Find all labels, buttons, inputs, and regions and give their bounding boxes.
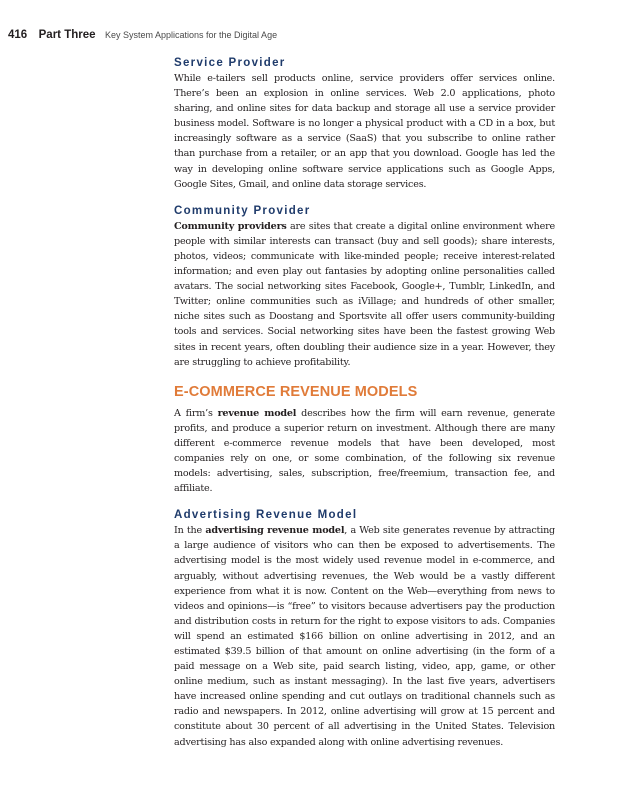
- revenue-models-heading: E-COMMERCE REVENUE MODELS: [174, 383, 418, 400]
- running-head: [8, 25, 277, 43]
- advertising-model-paragraph: [174, 523, 555, 749]
- service-provider-paragraph: While e-tailers sell products online, service providers offer services online. There’s been an explosion in online services. Web 2.0 applications, photo sharing, and online sites for data backup and storage all use a service provider business model. Software is no longer a physical product with a CD in a box, but increasingly software as a service (SaaS) that you subscribe to online rather than purchase from a retailer, or an app that you download. Google has led the way in developing online software service applications such as Google Apps, Google Sites, Gmail, and online data storage services.: [174, 73, 555, 190]
- paragraph-text: are sites that create a digital online environment where people with similar interests can transact (buy and sell goods); share interests, photos, videos; communicate with like-minded people; receive interest-related information; and even play out fantasies by adopting online personalities called avatars. The social networking sites Facebook, Google+, Tumblr, LinkedIn, and Twitter; online communities such as iVillage; and hundreds of other smaller, niche sites such as Doostang and Sportsvite all offer users community-building tools and services. Social networking sites have been the fastest growing Web sites in recent years, often doubling their audience size in a year. However, they are struggling to achieve profitability.: [174, 220, 555, 368]
- page-number: 416: [8, 29, 28, 41]
- part-title: Key System Applications for the Digital Age: [104, 30, 278, 40]
- community-provider-heading: Community Provider: [174, 204, 311, 217]
- service-provider-heading: Service Provider: [174, 57, 286, 69]
- paragraph-text: In the: [174, 525, 206, 537]
- advertising-model-heading: Advertising Revenue Model: [174, 509, 358, 522]
- page-content: [174, 56, 555, 750]
- paragraph-text: describes how the firm will earn revenue, generate profits, and produce a superior return on investment. Although there are many different e-commerce revenue models that have been developed, most companies rely on one, or some combination, of the following six revenue models: advertising, sales, subscription, free/freemium, transaction fee, and affiliate.: [174, 407, 555, 495]
- key-term: advertising revenue model: [205, 525, 345, 537]
- key-term: revenue model: [217, 407, 297, 419]
- paragraph-text: A firm’s: [174, 407, 218, 419]
- community-provider-paragraph: [174, 219, 555, 370]
- paragraph-text: , a Web site generates revenue by attracting a large audience of visitors who can then be exposed to advertisements. The advertising model is the most widely used revenue model in e-commerce, and arguably, without advertising revenues, the Web would be a vastly different experience from what it is now. Content on the Web—everything from news to videos and opinions—is “free” to visitors because advertisers pay the production and distribution costs in return for the right to expose visitors to ads. Companies will spend an estimated $166 billion on online advertising in 2012, and an estimated $39.5 billion of that amount on online advertising (in the form of a paid message on a Web site, paid search listing, video, app, game, or other online medium, such as instant messaging). In the last five years, advertisers have increased online spending and cut outlays on traditional channels such as radio and newspapers. In 2012, online advertising will grow at 15 percent and constitute about 30 percent of all advertising in the United States. Television advertising has also expanded along with online advertising revenues.: [174, 525, 555, 748]
- part-label: Part Three: [38, 29, 96, 41]
- revenue-models-paragraph: [174, 406, 555, 497]
- key-term: Community providers: [174, 220, 287, 232]
